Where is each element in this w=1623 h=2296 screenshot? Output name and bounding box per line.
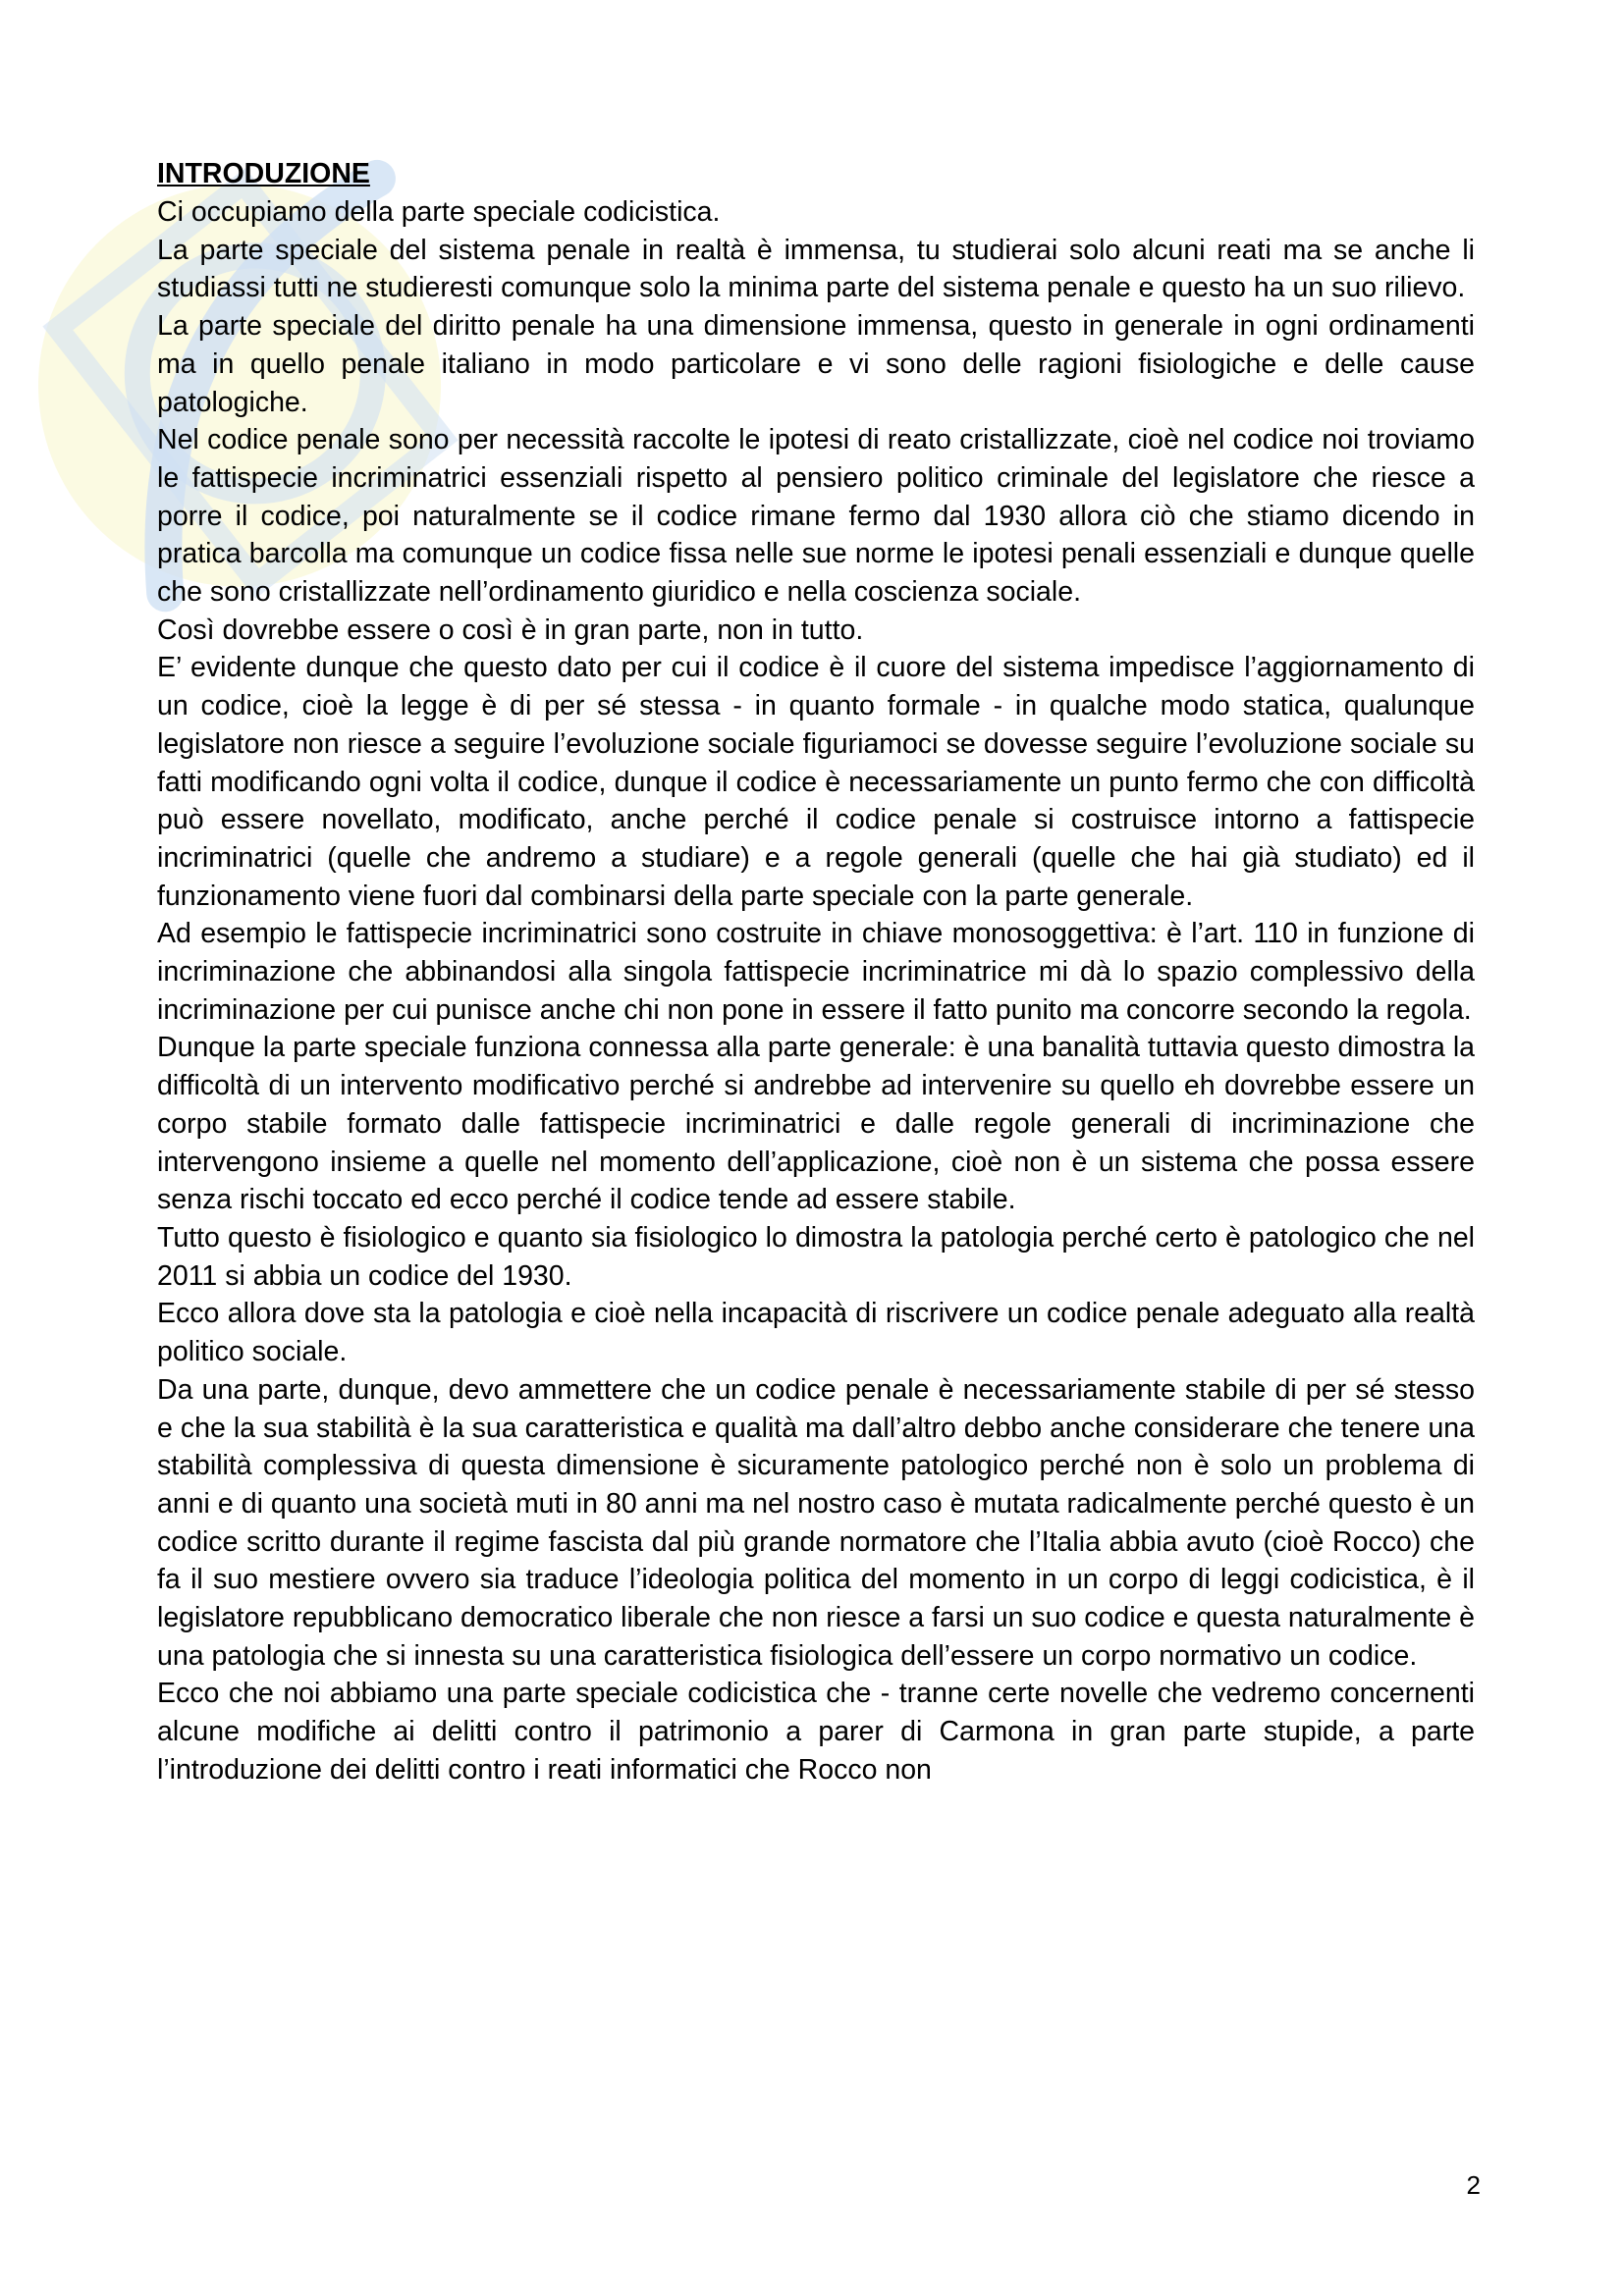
paragraph: Da una parte, dunque, devo ammettere che un codice penale è necessariamente stabile di per sé stesso e che la sua stabilità è la sua caratteristica e qualità ma dall’altro debbo anche considerare che tenere una stabilità complessiva di questa dimensione è sicuramente patologico perché non è solo un problema di anni e di quanto una società muti in 80 anni ma nel nostro caso è mutata radicalmente perché questo è un codice scritto durante il regime fascista dal più grande normatore che l’Italia abbia avuto (cioè Rocco) che fa il suo mestiere ovvero sia traduce l’ideologia politica del momento in un corpo di leggi codicistica, è il legislatore repubblicano democratico liberale che non riesce a farsi un suo codice e questa naturalmente è una patologia che si innesta su una caratteristica fisiologica dell’essere un corpo normativo un codice. bbox=[157, 1373, 1475, 1672]
paragraph: Ecco che noi abbiamo una parte speciale codicistica che - tranne certe novelle che vedremo concernenti alcune modifiche ai delitti contro il patrimonio a parer di Carmona in gran parte stupide, a parte l’introduzione dei delitti contro i reati informatici che Rocco non bbox=[157, 1678, 1475, 1786]
document-title: INTRODUZIONE bbox=[157, 158, 370, 189]
paragraph: Dunque la parte speciale funziona connessa alla parte generale: è una banalità tuttavia questo dimostra la difficoltà di un intervento modificativo perché si andrebbe ad intervenire su quello eh dovrebbe essere un corpo stabile formato dalle fattispecie incriminatrici e dalle regole generali di incriminazione che intervengono insieme a quelle nel momento dell’applicazione, cioè non è un sistema che possa essere senza rischi toccato ed ecco perché il codice tende ad essere stabile. bbox=[157, 1032, 1475, 1216]
paragraph: E’ evidente dunque che questo dato per cui il codice è il cuore del sistema impedisce l’aggiornamento di un codice, cioè la legge è di per sé stessa - in quanto formale - in qualche modo statica, qualunque legislatore non riesce a seguire l’evoluzione sociale figuriamoci se dovesse seguire l’evoluzione sociale su fatti modificando ogni volta il codice, dunque il codice è necessariamente un punto fermo che con difficoltà può essere novellato, modificato, anche perché il codice penale si costruisce intorno a fattispecie incriminatrici (quelle che andremo a studiare) e a regole generali (quelle che hai già studiato) ed il funzionamento viene fuori dal combinarsi della parte speciale con la parte generale. bbox=[157, 652, 1475, 912]
paragraph: Nel codice penale sono per necessità raccolte le ipotesi di reato cristallizzate, cioè nel codice noi troviamo le fattispecie incriminatrici essenziali rispetto al pensiero politico criminale del legislatore che riesce a porre il codice, poi naturalmente se il codice rimane fermo dal 1930 allora ciò che stiamo dicendo in pratica barcolla ma comunque un codice fissa nelle sue norme le ipotesi penali essenziali e dunque quelle che sono cristallizzate nell’ordinamento giuridico e nella coscienza sociale. bbox=[157, 424, 1475, 609]
paragraph: Tutto questo è fisiologico e quanto sia fisiologico lo dimostra la patologia perché certo è patologico che nel 2011 si abbia un codice del 1930. bbox=[157, 1221, 1475, 1292]
paragraph: Così dovrebbe essere o così è in gran parte, non in tutto. bbox=[157, 614, 864, 646]
page-number: 2 bbox=[1466, 2170, 1481, 2200]
paragraph: La parte speciale del diritto penale ha una dimensione immensa, questo in generale in ogni ordinamenti ma in quello penale italiano in modo particolare e vi sono delle ragioni fisiologiche e delle cause patologiche. bbox=[157, 310, 1475, 418]
paragraph: Ad esempio le fattispecie incriminatrici sono costruite in chiave monosoggettiva: è l’art. 110 in funzione di incriminazione che abbinandosi alla singola fattispecie incriminatrice mi dà lo spazio complessivo della incriminazione per cui punisce anche chi non pone in essere il fatto punito ma concorre secondo la regola. bbox=[157, 918, 1475, 1026]
document-body bbox=[157, 155, 1475, 1789]
paragraph: Ecco allora dove sta la patologia e cioè nella incapacità di riscrivere un codice penale adeguato alla realtà politico sociale. bbox=[157, 1298, 1475, 1368]
paragraph: Ci occupiamo della parte speciale codicistica. bbox=[157, 196, 721, 228]
paragraph: La parte speciale del sistema penale in realtà è immensa, tu studierai solo alcuni reati ma se anche li studiassi tutti ne studieresti comunque solo la minima parte del sistema penale e questo ha un suo rilievo. bbox=[157, 234, 1475, 304]
